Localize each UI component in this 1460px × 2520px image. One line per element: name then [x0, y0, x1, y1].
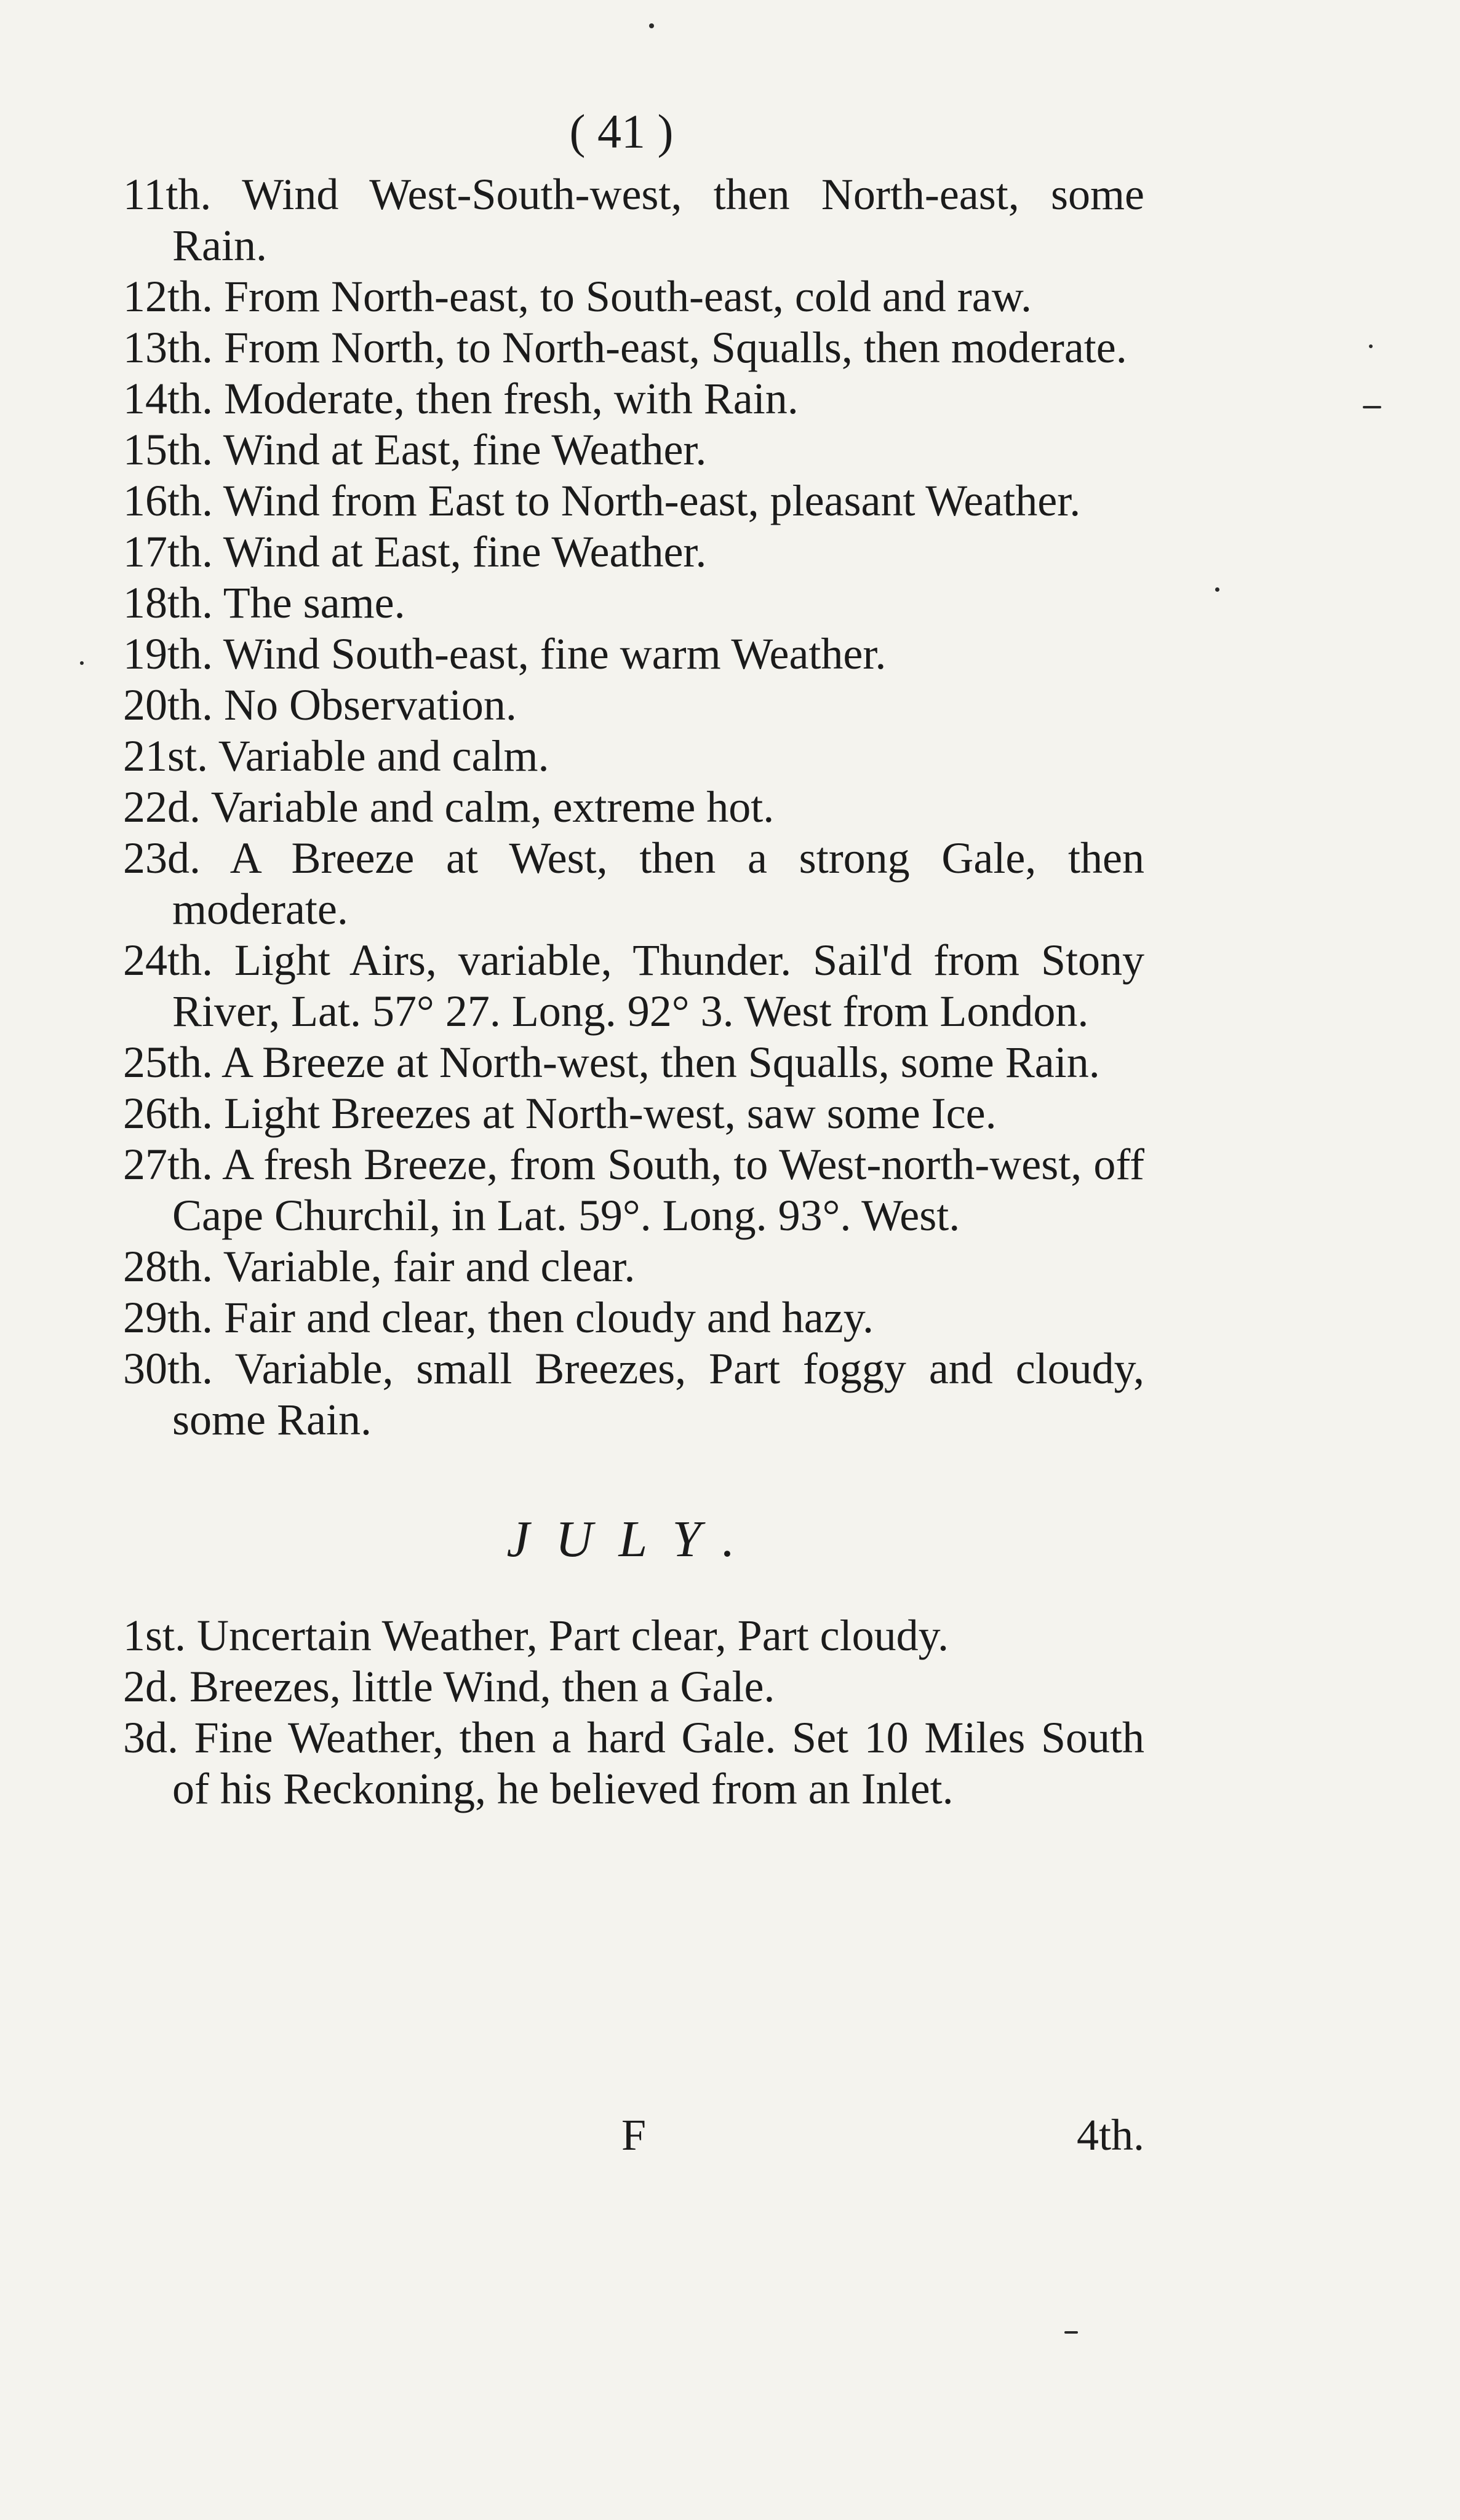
journal-entry: 21st. Variable and calm.: [123, 731, 549, 781]
journal-entry: 24th. Light Airs, variable, Thunder. Sail'd from Stony River, Lat. 57° 27. Long. 92° 3. West from London.: [123, 936, 1144, 1036]
page-footer: [123, 2110, 1144, 2161]
paper-speck: [80, 661, 84, 665]
journal-entries: [123, 169, 1144, 1814]
journal-entry: 18th. The same.: [123, 578, 405, 627]
journal-entry: 22d. Variable and calm, extreme hot.: [123, 782, 775, 832]
journal-entry: 11th. Wind West-South-west, then North-east, some Rain.: [123, 170, 1144, 270]
journal-entry: 12th. From North-east, to South-east, cold and raw.: [123, 272, 1032, 321]
signature-mark: F: [621, 2110, 647, 2160]
journal-entry: 1st. Uncertain Weather, Part clear, Part cloudy.: [123, 1611, 949, 1660]
journal-entry: 27th. A fresh Breeze, from South, to West-north-west, off Cape Churchil, in Lat. 59°. Long. 93°. West.: [123, 1140, 1144, 1240]
july-entry-list: [123, 1610, 1144, 1814]
month-heading: JULY.: [506, 1511, 761, 1568]
paper-speck: [1215, 587, 1219, 592]
paper-speck: [649, 23, 654, 28]
journal-entry: 19th. Wind South-east, fine warm Weather.: [123, 629, 887, 678]
journal-entry: 25th. A Breeze at North-west, then Squalls, some Rain.: [123, 1038, 1100, 1087]
catchword: 4th.: [1076, 2110, 1144, 2160]
paper-speck: [1064, 2331, 1078, 2334]
journal-entry: 14th. Moderate, then fresh, with Rain.: [123, 374, 799, 423]
journal-entry: 23d. A Breeze at West, then a strong Gale, then moderate.: [123, 833, 1144, 934]
page-number: ( 41 ): [569, 105, 674, 158]
june-entry-list: [123, 169, 1144, 1445]
paper-speck: [1363, 406, 1381, 408]
journal-entry: 16th. Wind from East to North-east, pleasant Weather.: [123, 476, 1081, 525]
journal-entry: 26th. Light Breezes at North-west, saw some Ice.: [123, 1089, 997, 1138]
journal-entry: 28th. Variable, fair and clear.: [123, 1242, 636, 1291]
journal-entry: 13th. From North, to North-east, Squalls, then moderate.: [123, 323, 1127, 372]
journal-entry: 3d. Fine Weather, then a hard Gale. Set 10 Miles South of his Reckoning, he believed from an Inlet.: [123, 1713, 1144, 1813]
journal-entry: 30th. Variable, small Breezes, Part foggy and cloudy, some Rain.: [123, 1344, 1144, 1444]
journal-entry: 2d. Breezes, little Wind, then a Gale.: [123, 1662, 775, 1711]
journal-entry: 20th. No Observation.: [123, 680, 517, 729]
journal-entry: 29th. Fair and clear, then cloudy and hazy.: [123, 1293, 874, 1342]
journal-entry: 17th. Wind at East, fine Weather.: [123, 527, 707, 576]
journal-entry: 15th. Wind at East, fine Weather.: [123, 425, 707, 474]
paper-speck: [1369, 344, 1373, 348]
